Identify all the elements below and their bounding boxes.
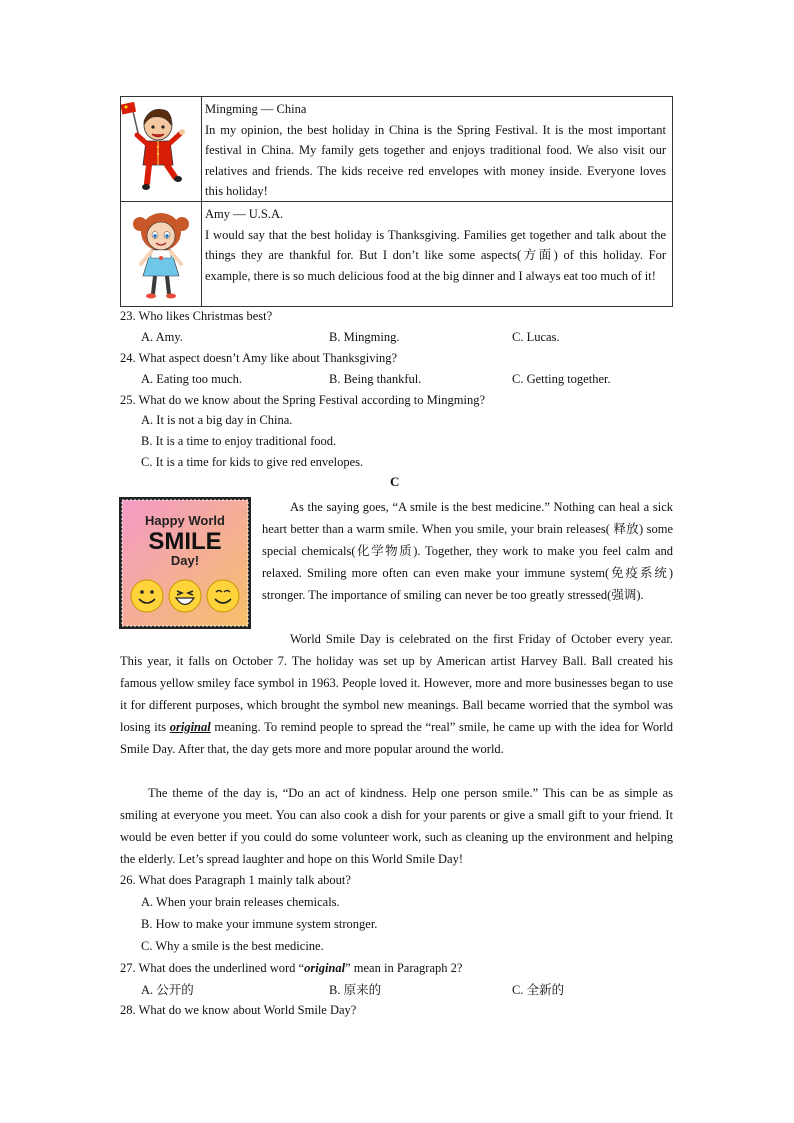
smile-emoji-icon — [131, 580, 163, 612]
option-25-c[interactable]: C. It is a time for kids to give red envelopes. — [141, 455, 364, 469]
image-text-line1: Happy World — [145, 513, 225, 528]
option-23-b[interactable]: B. Mingming. — [329, 330, 400, 344]
person-name: Mingming — China — [205, 102, 307, 116]
question-27-end: ” mean in Paragraph 2? — [345, 961, 463, 975]
question-23: 23. Who likes Christmas best? — [120, 309, 273, 323]
passage-paragraph-2 — [120, 628, 673, 760]
question-27 — [120, 958, 462, 978]
option-27-a[interactable]: A. 公开的 — [141, 983, 194, 997]
option-24-b[interactable]: B. Being thankful. — [329, 372, 422, 386]
passage-paragraph-3: The theme of the day is, “Do an act of kindness. Help one person smile.” This can be as simple as smiling at everyone you meet. You can also cook a dish for your parents or give a small gift to your friend. It would be even better if you could do some volunteer work, such as cleaning up the environment and helping the elderly. Let’s spread laughter and hope on this World Smile Day! — [120, 786, 673, 866]
option-27-c[interactable]: C. 全新的 — [512, 983, 565, 997]
option-26-b[interactable]: B. How to make your immune system stronger. — [141, 917, 378, 931]
boy-with-flag-illustration — [121, 97, 202, 201]
girl-illustration — [121, 202, 202, 306]
person-opinion: I would say that the best holiday is Thanksgiving. Families get together and talk about the things they are thankful for. But I don’t like some aspects(方面) of this holiday. For example, there is so much delicious food at the big dinner and I always eat too much of it! — [205, 227, 666, 283]
table-row-mingming — [121, 97, 672, 202]
laughing-emoji-icon — [169, 580, 201, 612]
paragraph-2-start: World Smile Day is celebrated on the first Friday of October every year. This year, it falls on October 7. The holiday was set up by American artist Harvey Ball. Ball created his famous yellow smiley face symbol in 1963. People loved it. However, more and more businesses began to use it for different purposes, which brought the symbol new meanings. Ball became worried that the symbol was losing its — [120, 632, 673, 734]
world-smile-day-image — [119, 497, 251, 629]
option-24-c[interactable]: C. Getting together. — [512, 372, 611, 386]
grin-emoji-icon — [207, 580, 239, 612]
holiday-opinions-table — [120, 96, 673, 307]
question-26: 26. What does Paragraph 1 mainly talk about? — [120, 873, 351, 887]
question-28: 28. What do we know about World Smile Day? — [120, 1003, 357, 1017]
option-26-a[interactable]: A. When your brain releases chemicals. — [141, 895, 340, 909]
option-25-a[interactable]: A. It is not a big day in China. — [141, 413, 293, 427]
amy-text-cell — [202, 202, 672, 306]
option-23-c[interactable]: C. Lucas. — [512, 330, 560, 344]
option-25-b[interactable]: B. It is a time to enjoy traditional food. — [141, 434, 337, 448]
image-text-line3: Day! — [170, 553, 200, 568]
table-row-amy — [121, 202, 672, 306]
question-24: 24. What aspect doesn’t Amy like about Thanksgiving? — [120, 351, 398, 365]
person-name: Amy — U.S.A. — [205, 207, 284, 221]
person-opinion: In my opinion, the best holiday in China is the Spring Festival. It is the most important festival in China. My family gets together and enjoys traditional food. We also visit our relatives and friends. The kids receive red envelopes with money inside. Everyone loves this holiday! — [205, 122, 666, 199]
passage-paragraph-1: As the saying goes, “A smile is the best medicine.” Nothing can heal a sick heart better than a warm smile. When you smile, your brain releases( 释放) some special chemicals(化学物质). Together, they work to make you feel calm and relaxed. Smiling more often can even make your immune system(免疫系统) stronger. The importance of smiling can never be too greatly stressed(强调). — [262, 500, 673, 602]
option-24-a[interactable]: A. Eating too much. — [141, 372, 243, 386]
option-27-b[interactable]: B. 原来的 — [329, 983, 382, 997]
question-25: 25. What do we know about the Spring Festival according to Mingming? — [120, 393, 485, 407]
section-heading: C — [390, 474, 400, 489]
question-27-word: original — [304, 961, 346, 975]
paragraph-2-end: meaning. To remind people to spread the “real” smile, he came up with the idea for World Smile Day. After that, the day gets more and more popular around the world. — [120, 720, 674, 756]
option-26-c[interactable]: C. Why a smile is the best medicine. — [141, 939, 324, 953]
underlined-word-original: original — [169, 720, 211, 734]
image-text-line2: SMILE — [148, 528, 222, 555]
question-27-start: 27. What does the underlined word “ — [120, 961, 305, 975]
mingming-text-cell — [202, 97, 672, 201]
option-23-a[interactable]: A. Amy. — [141, 330, 183, 344]
